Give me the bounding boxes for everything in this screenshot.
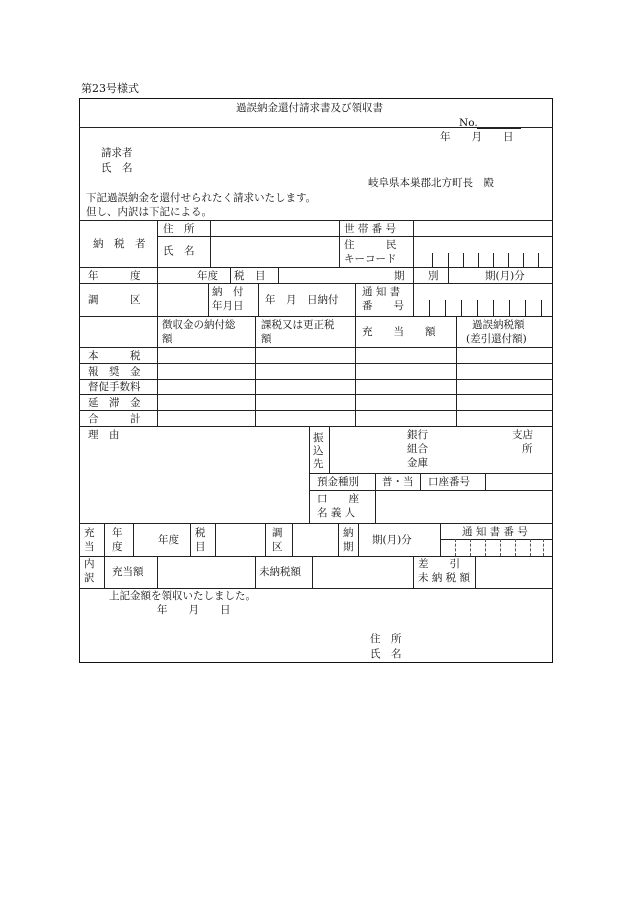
number-label: No. bbox=[459, 117, 478, 129]
table-rule bbox=[79, 363, 553, 364]
period-unit-label: 期(月)分 bbox=[485, 270, 525, 282]
bank-label: 銀行 bbox=[407, 429, 428, 441]
notice-number-box bbox=[470, 539, 471, 556]
table-rule bbox=[133, 523, 134, 556]
receipt-date: 年 月 日 bbox=[157, 604, 231, 616]
resident-key-label: 住 民 bbox=[344, 239, 397, 251]
year-label: 年 度 bbox=[88, 270, 141, 282]
receipt-address-label: 住 所 bbox=[370, 633, 402, 645]
table-rule bbox=[157, 283, 158, 316]
account-holder-label: 名 義 人 bbox=[317, 507, 356, 519]
amount-row-label: 合 計 bbox=[88, 413, 141, 425]
table-rule bbox=[448, 267, 449, 283]
request-text: 下記過誤納金を還付せられたく請求いたします。 bbox=[86, 192, 317, 204]
approp-due-label: 納 bbox=[343, 527, 354, 539]
account-holder-label: 口 座 bbox=[317, 493, 359, 505]
amount-header-refund: 過誤納税額 bbox=[472, 319, 525, 331]
request-note: 但し、内訳は下記による。 bbox=[86, 206, 212, 218]
receipt-name-label: 氏 名 bbox=[370, 648, 402, 660]
notice-number-box bbox=[485, 539, 486, 556]
table-rule bbox=[258, 283, 259, 316]
balance-label: 未 納 税 額 bbox=[418, 572, 471, 584]
key-code-box bbox=[448, 253, 449, 267]
approp-year-label: 度 bbox=[112, 541, 123, 553]
transfer-label: 振 bbox=[313, 432, 324, 444]
taxpayer-label: 納 税 者 bbox=[93, 238, 146, 250]
amount-header-total-paid: 額 bbox=[162, 333, 173, 345]
amount-row-label: 報 奨 金 bbox=[88, 366, 141, 378]
amount-row-label: 督促手数料 bbox=[88, 381, 141, 393]
table-rule bbox=[338, 523, 339, 556]
table-rule bbox=[358, 523, 359, 556]
amount-header-refund: (差引還付額) bbox=[466, 333, 527, 345]
category-label: 別 bbox=[428, 270, 439, 282]
notice-number-box bbox=[530, 539, 531, 556]
table-rule bbox=[79, 283, 553, 284]
notice-number-box bbox=[515, 539, 516, 556]
notice-number-box bbox=[541, 300, 542, 316]
table-rule bbox=[413, 220, 414, 267]
approp-year-label: 年 bbox=[112, 527, 123, 539]
key-code-box bbox=[508, 253, 509, 267]
table-rule bbox=[157, 236, 553, 237]
amount-header-applied: 充 当 額 bbox=[362, 326, 436, 338]
amount-row-label: 延 滞 金 bbox=[88, 397, 141, 409]
notice-number-box bbox=[445, 300, 446, 316]
address-label: 住 所 bbox=[163, 223, 195, 235]
key-code-box bbox=[432, 253, 433, 267]
notice-number-box bbox=[493, 300, 494, 316]
table-rule bbox=[309, 473, 553, 474]
table-rule bbox=[375, 490, 376, 523]
transfer-label: 先 bbox=[313, 458, 324, 470]
name-label: 氏 名 bbox=[163, 245, 195, 257]
table-rule bbox=[230, 267, 231, 283]
table-rule bbox=[79, 379, 553, 380]
table-rule bbox=[79, 556, 553, 557]
notice-number-box bbox=[509, 300, 510, 316]
appropriation-label: 当 bbox=[84, 541, 95, 553]
table-rule bbox=[339, 220, 340, 267]
key-code-box bbox=[478, 253, 479, 267]
deposit-kind-option[interactable]: 普・当 bbox=[382, 476, 414, 488]
deposit-type-label: 預金種別 bbox=[317, 476, 359, 488]
amount-header-total-paid: 徴収金の納付総 bbox=[162, 319, 236, 331]
applied-amount-label: 充当額 bbox=[112, 566, 144, 578]
approp-period-label: 期(月)分 bbox=[372, 534, 412, 546]
approp-tax-label: 税 bbox=[195, 527, 206, 539]
period-label: 期 bbox=[394, 270, 405, 282]
table-rule bbox=[355, 283, 356, 316]
table-rule bbox=[79, 394, 553, 395]
notice-number-box bbox=[477, 300, 478, 316]
notice-number-box bbox=[455, 539, 456, 556]
form-number: 第23号様式 bbox=[81, 82, 139, 95]
key-code-box bbox=[463, 253, 464, 267]
table-rule bbox=[157, 267, 158, 283]
key-code-box bbox=[493, 253, 494, 267]
notice-number-label: 通 知 書 bbox=[362, 286, 401, 298]
receipt-text: 上記金額を領収いたしました。 bbox=[109, 590, 256, 602]
table-rule bbox=[375, 473, 376, 490]
table-rule bbox=[309, 426, 310, 523]
table-rule bbox=[309, 490, 553, 491]
key-code-box bbox=[538, 253, 539, 267]
notice-number-box bbox=[500, 539, 501, 556]
table-rule bbox=[413, 267, 414, 283]
tax-item-label: 税 目 bbox=[234, 270, 266, 282]
address-field[interactable] bbox=[212, 222, 337, 235]
key-code-label: キーコード bbox=[344, 253, 397, 265]
notice-number-box bbox=[429, 300, 430, 316]
reason-label: 理 由 bbox=[88, 429, 120, 441]
approp-nendo-label: 年度 bbox=[158, 534, 179, 546]
table-rule bbox=[475, 556, 476, 588]
table-rule bbox=[79, 267, 553, 268]
table-rule bbox=[79, 523, 553, 524]
household-number-label: 世 帯 番 号 bbox=[344, 223, 397, 235]
paid-on-label: 年 月 日納付 bbox=[265, 294, 339, 306]
approp-division-label: 調 bbox=[272, 527, 283, 539]
reason-field[interactable] bbox=[88, 445, 303, 520]
payment-date-label: 年月日 bbox=[212, 300, 244, 312]
table-rule bbox=[79, 347, 553, 348]
notice-number-box bbox=[525, 300, 526, 316]
table-rule bbox=[420, 473, 421, 490]
header-rule bbox=[79, 127, 553, 128]
balance-label: 差 引 bbox=[418, 558, 460, 570]
amount-header-assessed: 額 bbox=[261, 333, 272, 345]
notice-number-box bbox=[461, 300, 462, 316]
table-rule bbox=[208, 283, 209, 316]
table-rule bbox=[485, 473, 486, 490]
office-label: 所 bbox=[522, 443, 533, 455]
unpaid-tax-label: 未納税額 bbox=[259, 566, 301, 578]
table-rule bbox=[292, 523, 293, 556]
table-rule bbox=[440, 539, 553, 540]
number-field[interactable] bbox=[477, 128, 521, 129]
account-number-label: 口座番号 bbox=[428, 476, 470, 488]
amount-row-label: 本 税 bbox=[88, 350, 141, 362]
claimant-label: 請求者 bbox=[101, 147, 133, 159]
approp-division-label: 区 bbox=[272, 541, 283, 553]
payment-date-label: 納 付 bbox=[212, 286, 244, 298]
table-rule bbox=[79, 316, 553, 317]
table-rule bbox=[278, 267, 279, 283]
notice-number-box bbox=[543, 539, 544, 556]
table-rule bbox=[79, 426, 553, 427]
approp-notice-number-label: 通 知 書 番 号 bbox=[462, 526, 528, 538]
appropriation-label: 充 bbox=[84, 527, 95, 539]
key-code-box bbox=[523, 253, 524, 267]
appropriation-label: 内 bbox=[84, 558, 95, 570]
approp-due-label: 期 bbox=[343, 541, 354, 553]
union-label: 組合 bbox=[407, 443, 428, 455]
claimant-name-label: 氏 名 bbox=[101, 162, 133, 174]
approp-tax-label: 目 bbox=[195, 541, 206, 553]
transfer-label: 込 bbox=[313, 445, 324, 457]
table-rule bbox=[215, 523, 216, 556]
table-rule bbox=[157, 220, 158, 267]
table-rule bbox=[157, 556, 158, 588]
table-rule bbox=[190, 523, 191, 556]
request-date: 年 月 日 bbox=[440, 131, 514, 143]
table-rule bbox=[79, 410, 553, 411]
table-rule bbox=[265, 523, 266, 556]
table-rule bbox=[255, 556, 256, 588]
table-rule bbox=[210, 220, 211, 267]
table-rule bbox=[79, 220, 553, 221]
assessment-label: 調 区 bbox=[88, 294, 141, 306]
table-rule bbox=[79, 588, 553, 589]
table-rule bbox=[104, 523, 105, 588]
table-rule bbox=[312, 556, 313, 588]
name-field[interactable] bbox=[212, 240, 337, 264]
table-rule bbox=[329, 426, 330, 473]
addressee: 岐阜県本巣郡北方町長 殿 bbox=[368, 177, 494, 189]
vault-label: 金庫 bbox=[407, 457, 428, 469]
branch-label: 支店 bbox=[512, 429, 533, 441]
form-title: 過誤納金還付請求書及び領収書 bbox=[236, 102, 383, 114]
notice-number-label: 番 号 bbox=[362, 300, 404, 312]
appropriation-label: 訳 bbox=[84, 572, 95, 584]
table-rule bbox=[413, 283, 414, 316]
amount-header-assessed: 課税又は更正税 bbox=[261, 319, 335, 331]
table-rule bbox=[413, 556, 414, 588]
nendo-label: 年度 bbox=[197, 270, 218, 282]
